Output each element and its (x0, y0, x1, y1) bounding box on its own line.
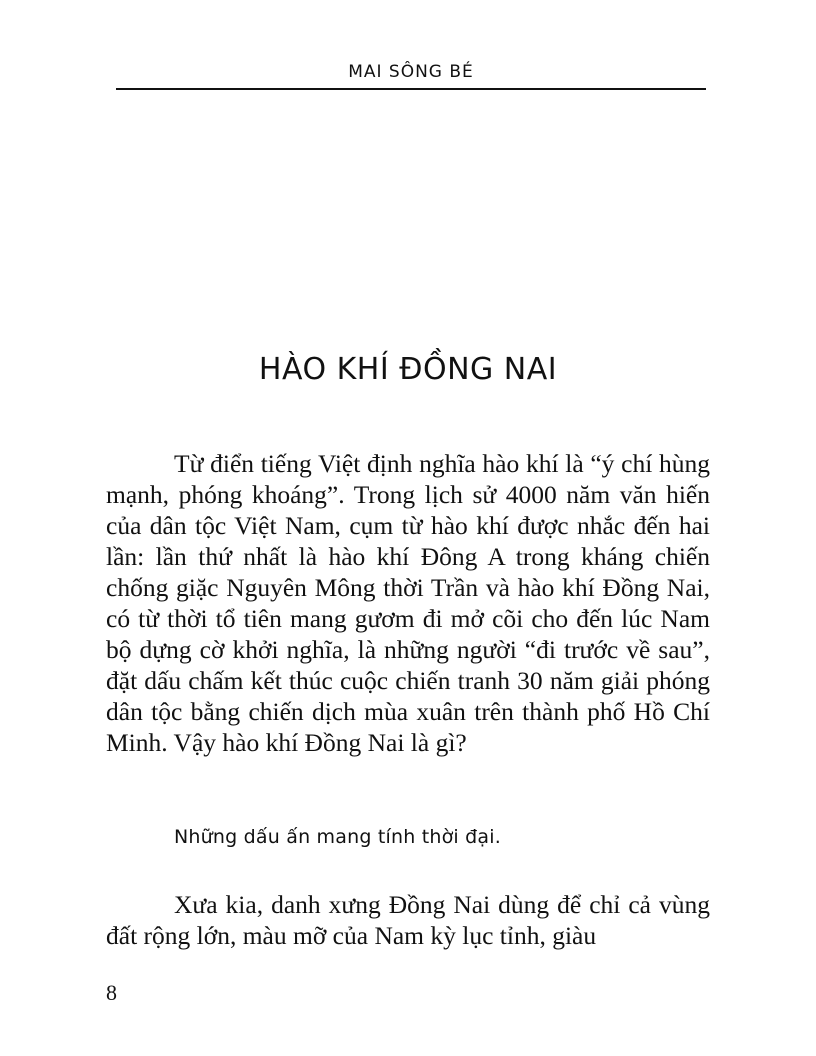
section-heading: Những dấu ấn mang tính thời đại. (174, 826, 501, 848)
body-paragraph-1: Từ điển tiếng Việt định nghĩa hào khí là “ý chí hùng mạnh, phóng khoáng”. Trong lịch sử 4000 năm văn hiến của dân tộc Việt Nam, cụm từ hào khí được nhắc đến hai lần: lần thứ nhất là hào khí Đông A trong kháng chiến chống giặc Nguyên Mông thời Trần và hào khí Đồng Nai, có từ thời tổ tiên mang gươm đi mở cõi cho đến lúc Nam bộ dựng cờ khởi nghĩa, là những người “đi trước về sau”, đặt dấu chấm kết thúc cuộc chiến tranh 30 năm giải phóng dân tộc bằng chiến dịch mùa xuân trên thành phố Hồ Chí Minh. Vậy hào khí Đồng Nai là gì? (106, 449, 710, 757)
page-number: 8 (106, 980, 117, 1005)
header-rule (116, 88, 706, 90)
body-paragraph-2: Xưa kia, danh xưng Đồng Nai dùng để chỉ cả vùng đất rộng lớn, màu mỡ của Nam kỳ lục tỉnh, giàu (106, 890, 710, 950)
chapter-title: HÀO KHÍ ĐỒNG NAI (258, 352, 558, 387)
running-header: MAI SÔNG BÉ (348, 62, 474, 82)
